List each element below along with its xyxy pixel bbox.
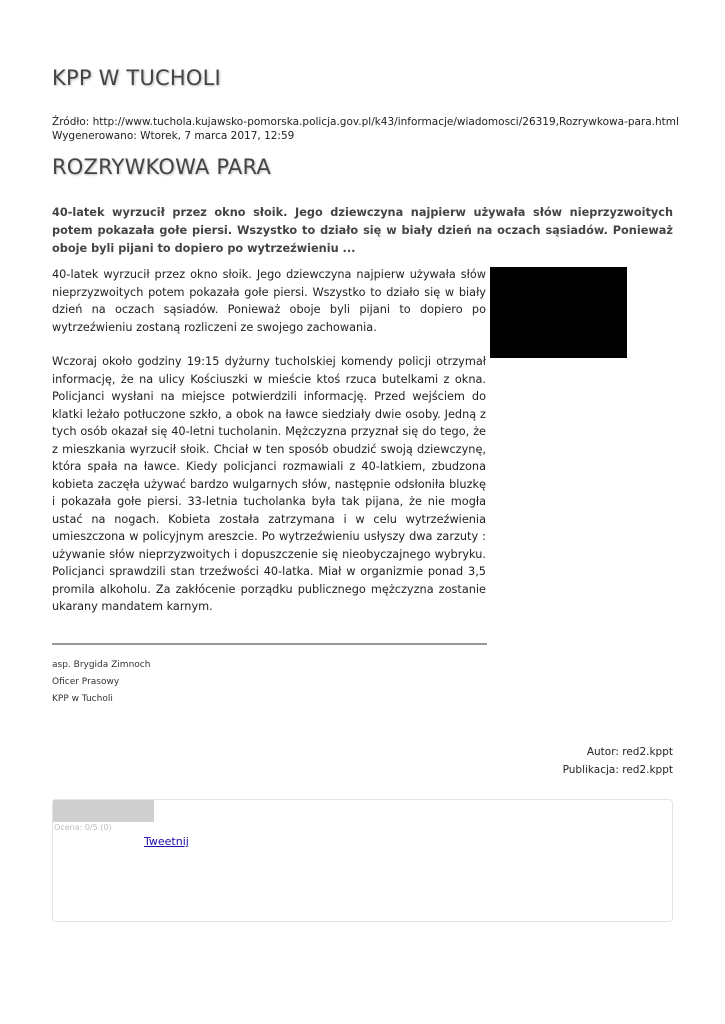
source-url: Źródło: http://www.tuchola.kujawsko-pomorska.policja.gov.pl/k43/informacje/wiadomosci/26319,Rozrywkowa-para.html [52, 116, 679, 128]
site-title: KPP W TUCHOLI [52, 66, 221, 90]
signature-role: Oficer Prasowy [52, 677, 120, 687]
signature-name: asp. Brygida Zimnoch [52, 660, 151, 670]
signature-unit: KPP w Tucholi [52, 694, 113, 704]
document-meta [52, 115, 679, 143]
generated-date: Wygenerowano: Wtorek, 7 marca 2017, 12:59 [52, 130, 295, 142]
rating-stars[interactable] [53, 800, 154, 822]
rating-text: Ocena: 0/5 (0) [54, 823, 112, 832]
signature [52, 657, 150, 708]
published-by: Publikacja: red2.kppt [562, 764, 673, 776]
divider [52, 643, 487, 645]
social-box [52, 799, 673, 922]
author: Autor: red2.kppt [586, 746, 673, 758]
tweet-link[interactable]: Tweetnij [144, 835, 189, 848]
article-title: ROZRYWKOWA PARA [52, 155, 271, 179]
article-body [52, 266, 486, 633]
article-lead: 40-latek wyrzucił przez okno słoik. Jego dziewczyna najpierw używała słów nieprzyzwoitych potem pokazała gołe piersi. Wszystko to działo się w biały dzień na oczach sąsiadów. Ponieważ oboje byli pijani to dopiero po wytrzeźwieniu ... [52, 206, 673, 255]
publication-info [563, 743, 673, 779]
article-photo [490, 267, 627, 358]
article-paragraph: Wczoraj około godziny 19:15 dyżurny tucholskiej komendy policji otrzymał informację, że na ulicy Kościuszki w mieście ktoś rzuca butelkami z okna. Policjanci wysłani na miejsce potwierdzili informację. Przed wejściem do klatki leżało potłuczone szkło, a obok na ławce siedziały dwie osoby. Jedną z tych osób okazał się 40-letni tucholanin. Mężczyzna przyznał się do tego, że z mieszkania wyrzucił słoik. Chciał w ten sposób obudzić swoją dziewczynę, która spała na ławce. Kiedy policjanci rozmawiali z 40-latkiem, zbudzona kobieta zaczęła używać bardzo wulgarnych słów, następnie odsłoniła bluzkę i pokazała gołe piersi. 33-letnia tucholanka była tak pijana, że nie mogła ustać na nogach. Kobieta została zatrzymana i w celu wytrzeźwienia umieszczona w policyjnym areszcie. Po wytrzeźwieniu usłyszy dwa zarzuty : używanie słów nieprzyzwoitych i dopuszczenie się nieobyczajnego wybryku. Policjanci sprawdzili stan trzeźwości 40-latka. Miał w organizmie ponad 3,5 promila alkoholu. Za zakłócenie porządku publicznego mężczyzna zostanie ukarany mandatem karnym. [52, 355, 486, 613]
article-paragraph: 40-latek wyrzucił przez okno słoik. Jego dziewczyna najpierw używała słów nieprzyzwoitych potem pokazała gołe piersi. Wszystko to działo się w biały dzień na oczach sąsiadów. Ponieważ oboje byli pijani to dopiero po wytrzeźwieniu zostaną rozliczeni ze swojego zachowania. [52, 268, 486, 334]
